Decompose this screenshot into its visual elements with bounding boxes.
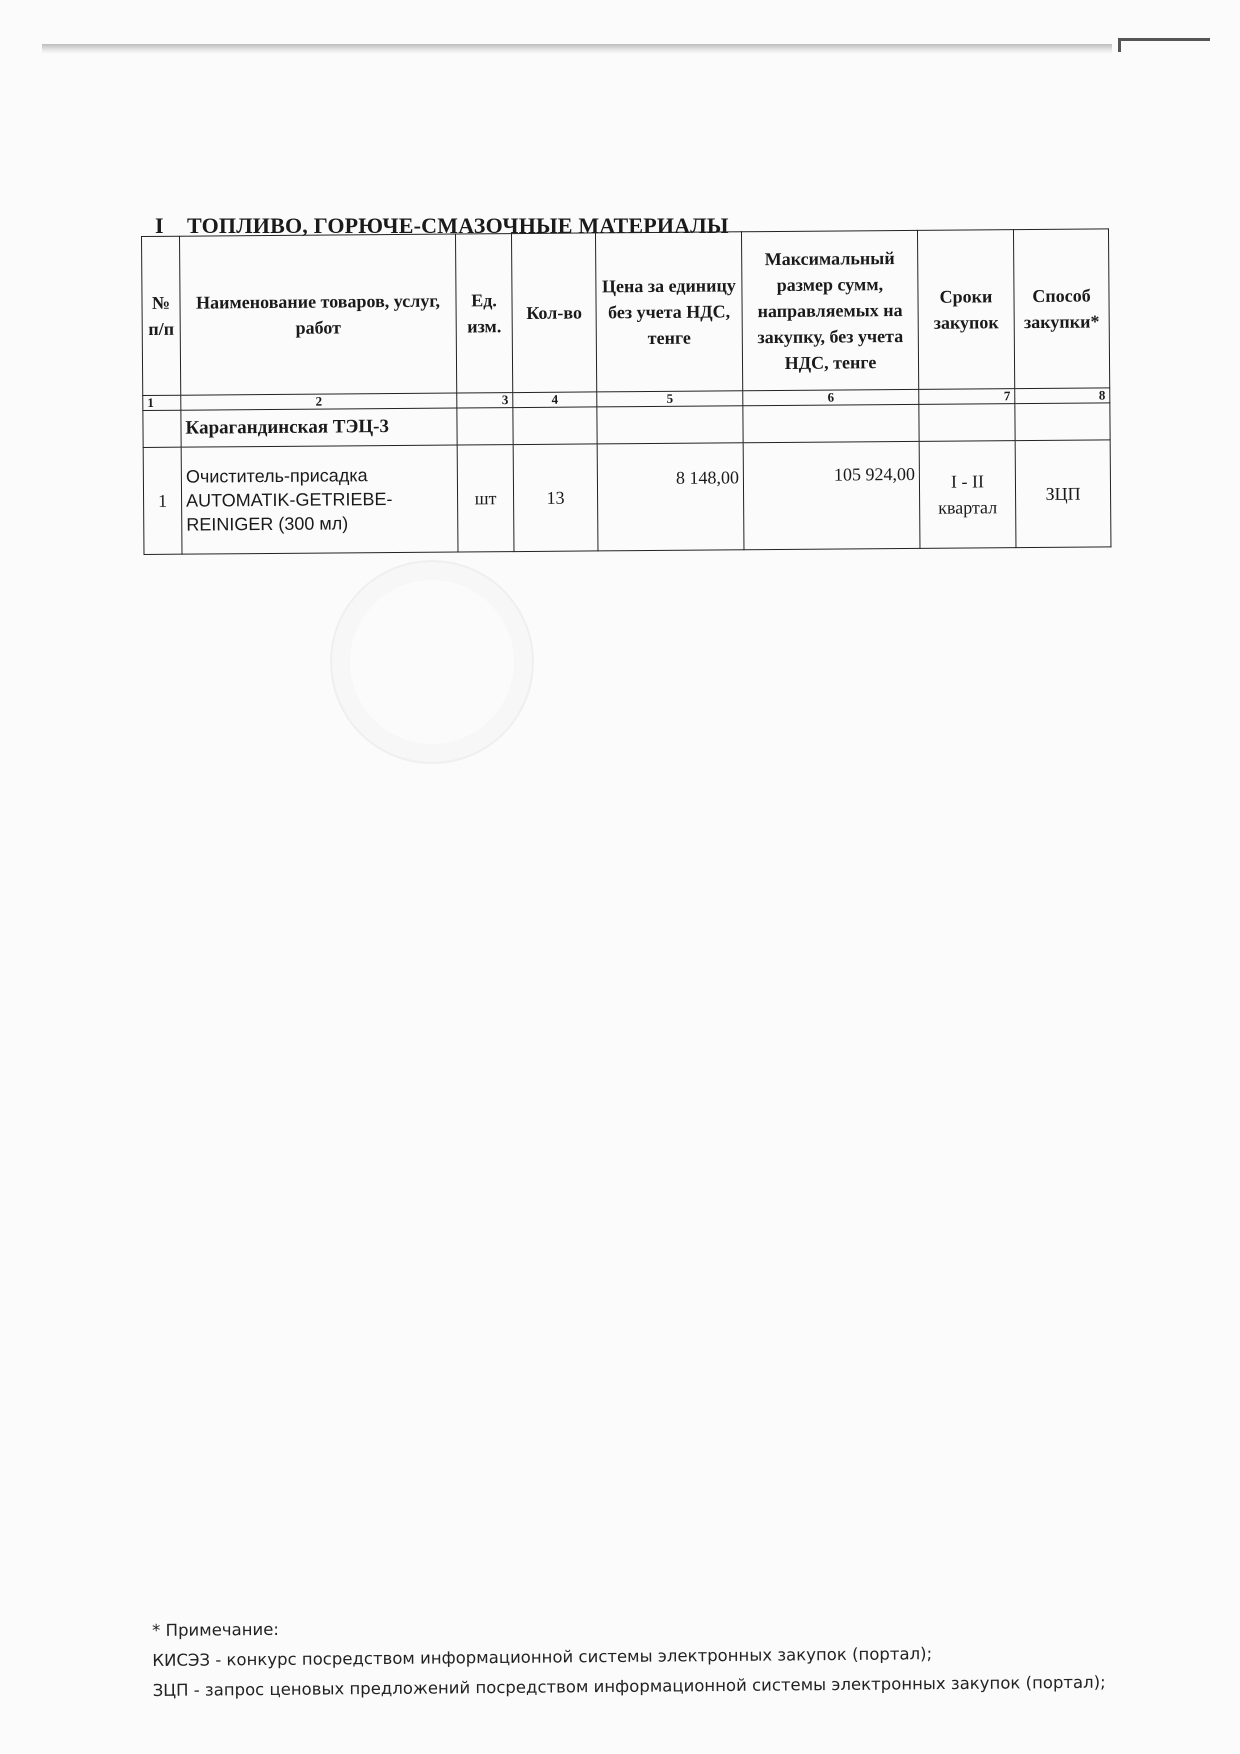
footnote — [152, 1607, 1153, 1706]
header-name: Наименование товаров, услуг, работ — [180, 234, 457, 395]
column-number: 3 — [457, 393, 513, 408]
footnote-line: ЗЦП - запрос ценовых предложений посредством информационной системы электронных закупок (портал); — [152, 1672, 1106, 1700]
row-period: I - II квартал — [919, 441, 1016, 549]
header-price: Цена за единицу без учета НДС, тенге — [595, 232, 742, 392]
row-max-sum: 105 924,00 — [743, 441, 920, 549]
header-num: № п/п — [142, 236, 181, 395]
column-number: 2 — [181, 393, 457, 410]
group-empty-cell — [1015, 403, 1110, 441]
scan-corner-mark — [1118, 38, 1210, 52]
table-header-row — [142, 229, 1110, 396]
faint-stamp — [330, 560, 534, 764]
row-method: ЗЦП — [1015, 440, 1111, 548]
table-row — [143, 440, 1111, 555]
footnote-title: * Примечание: — [152, 1619, 279, 1640]
group-empty-cell — [597, 406, 743, 444]
group-empty-cell — [457, 408, 513, 445]
footnote-line: КИСЭЗ - конкурс посредством информационной системы электронных закупок (портал); — [152, 1644, 933, 1670]
header-method: Способ закупки* — [1013, 229, 1109, 389]
group-empty-cell — [743, 404, 919, 442]
group-empty-cell — [143, 410, 181, 447]
group-name: Карагандинская ТЭЦ-3 — [181, 408, 457, 447]
header-period: Сроки закупок — [917, 230, 1014, 390]
procurement-table — [141, 228, 1111, 555]
column-number: 7 — [919, 389, 1015, 405]
row-qty: 13 — [513, 444, 598, 552]
group-empty-cell — [919, 404, 1015, 442]
section-title-text: ТОПЛИВО, ГОРЮЧЕ-СМАЗОЧНЫЕ МАТЕРИАЛЫ — [187, 213, 729, 238]
row-unit: шт — [457, 445, 514, 552]
section-number: I — [155, 213, 164, 238]
column-number: 6 — [743, 389, 919, 405]
column-number: 8 — [1015, 388, 1110, 404]
header-max-sum: Максимальный размер сумм, направляемых на закупку, без учета НДС, тенге — [741, 230, 918, 390]
row-price: 8 148,00 — [597, 443, 744, 551]
column-number: 4 — [513, 392, 597, 408]
group-empty-cell — [513, 407, 597, 445]
row-num: 1 — [143, 447, 182, 554]
row-name: Очиститель-присадка AUTOMATIK-GETRIEBE-REINIGER (300 мл) — [181, 445, 458, 554]
column-number: 1 — [143, 395, 181, 410]
column-number: 5 — [597, 391, 743, 407]
scan-top-edge — [42, 44, 1112, 54]
header-unit: Ед. изм. — [455, 234, 512, 393]
header-qty: Кол-во — [511, 233, 596, 393]
